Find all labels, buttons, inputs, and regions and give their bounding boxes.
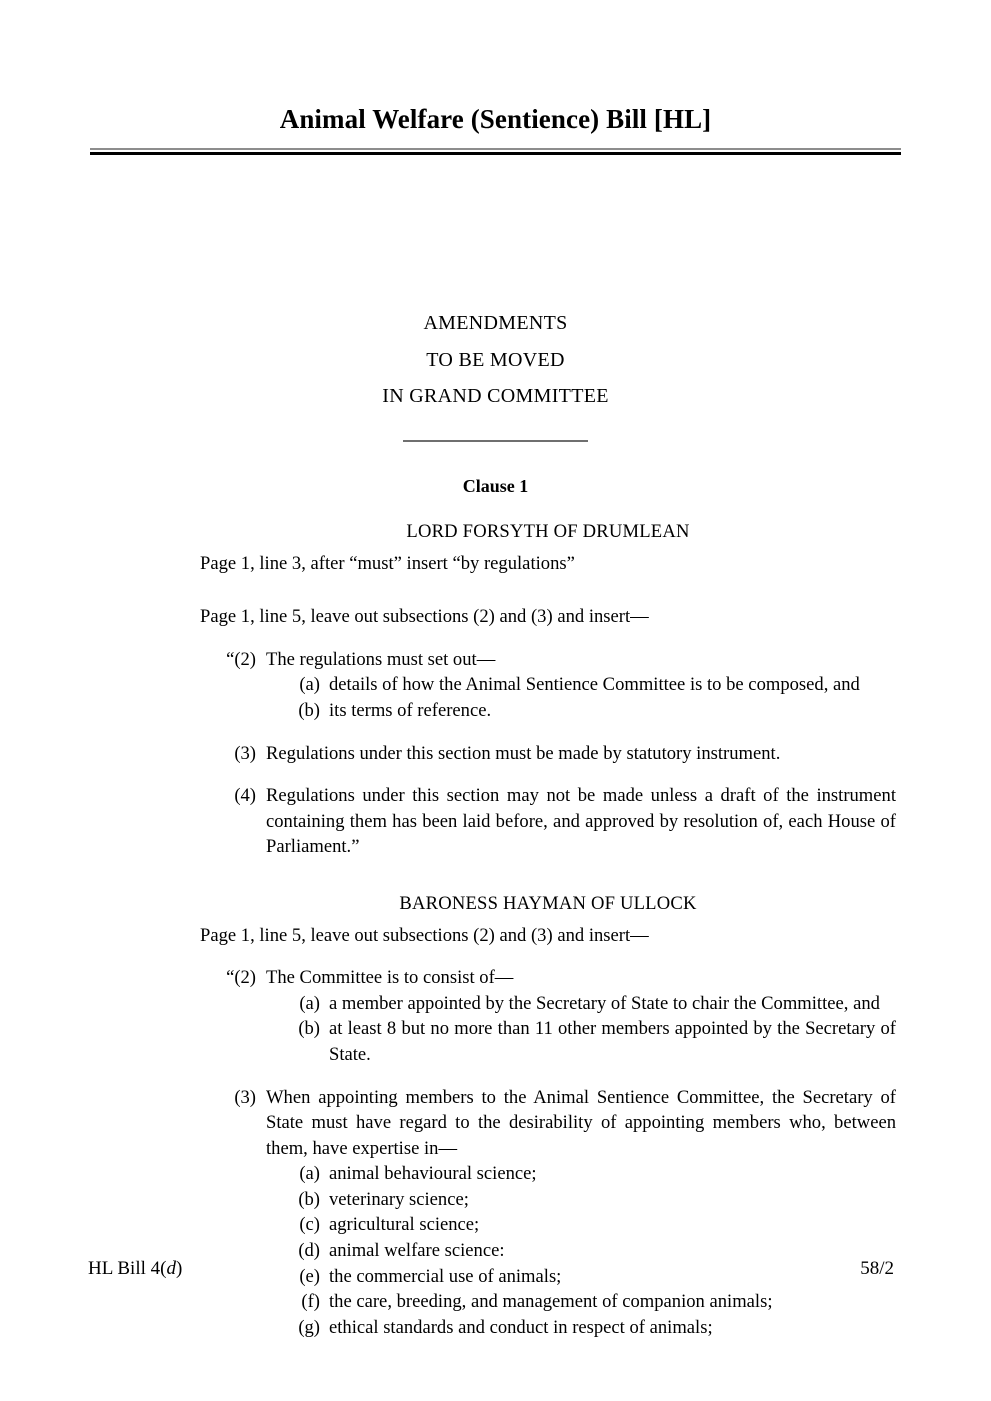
lettered-item <box>200 1212 896 1238</box>
page-footer <box>88 1258 894 1280</box>
lettered-item-marker: (f) <box>301 1291 320 1313</box>
lettered-item-text: animal behavioural science; <box>329 1163 537 1185</box>
lettered-item-text: a member appointed by the Secretary of State to chair the Committee, and <box>329 992 880 1014</box>
lettered-item-marker: (e) <box>299 1265 320 1287</box>
spacer <box>200 576 896 604</box>
lettered-item-text: its terms of reference. <box>329 699 492 721</box>
bill-reference <box>88 1258 182 1280</box>
lettered-item-marker: (a) <box>299 1163 320 1185</box>
lettered-item <box>200 991 896 1017</box>
clause-heading: Clause 1 <box>462 476 529 496</box>
subsection-marker: “(2) <box>226 648 256 670</box>
spacer <box>200 630 896 647</box>
lettered-item-marker: (d) <box>298 1240 320 1262</box>
lettered-item-text: details of how the Animal Sentience Committee is to be composed, and <box>329 674 860 696</box>
bill-reference-prefix: HL Bill 4( <box>88 1258 167 1279</box>
page-reference: 58/2 <box>860 1258 894 1279</box>
spacer <box>200 766 896 783</box>
subsection-text: Regulations under this section must be made by statutory instrument. <box>266 742 781 764</box>
title-divider <box>90 148 901 155</box>
lettered-item <box>200 1016 896 1067</box>
lettered-item-marker: (b) <box>298 699 320 721</box>
title-divider-thick-line <box>90 152 901 155</box>
subsection-item <box>200 783 896 860</box>
subsection-item <box>200 647 896 673</box>
amendment-lead-line: Page 1, line 3, after “must” insert “by regulations” <box>200 552 575 574</box>
subsection-text: Regulations under this section may not be made unless a draft of the instrument containing them has been laid before, and approved by resolution of, each House of Parliament.” <box>266 785 896 858</box>
subsection-text: The regulations must set out— <box>266 648 496 670</box>
spacer <box>200 948 896 965</box>
spacer <box>200 724 896 741</box>
lettered-item-marker: (b) <box>298 1188 320 1210</box>
lettered-item-marker: (a) <box>299 674 320 696</box>
sponsor-name: LORD FORSYTH OF DRUMLEAN <box>406 521 690 542</box>
subsection-text: The Committee is to consist of— <box>266 967 514 989</box>
subsection-item <box>200 741 896 767</box>
bill-reference-suffix: ) <box>175 1258 183 1279</box>
lettered-item-marker: (a) <box>299 992 320 1014</box>
amendments-heading-block <box>90 305 901 415</box>
page-title: Animal Welfare (Sentience) Bill [HL] <box>279 104 712 134</box>
subsection-marker: (3) <box>234 742 256 764</box>
lettered-item-text: at least 8 but no more than 11 other members appointed by the Secretary of State. <box>329 1018 896 1065</box>
lettered-item-text: the care, breeding, and management of companion animals; <box>329 1291 773 1313</box>
spacer <box>200 860 896 888</box>
bill-reference-letter: d <box>166 1258 176 1279</box>
heading-line-to-be-moved: TO BE MOVED <box>426 348 565 371</box>
heading-line-amendments: AMENDMENTS <box>423 312 568 334</box>
section-separator-rule <box>403 440 588 442</box>
subsection-text: When appointing members to the Animal Sentience Committee, the Secretary of State must have regard to the desirability of appointing members who, between them, have expertise in— <box>266 1086 896 1159</box>
lettered-item <box>200 698 896 724</box>
lettered-item-text: ethical standards and conduct in respect of animals; <box>329 1316 713 1338</box>
lettered-item <box>200 1187 896 1213</box>
lettered-item-text: veterinary science; <box>329 1188 469 1210</box>
amendment-lead-line: Page 1, line 5, leave out subsections (2) and (3) and insert— <box>200 924 649 946</box>
amendment-lead-line: Page 1, line 5, leave out subsections (2) and (3) and insert— <box>200 606 649 628</box>
subsection-marker: (4) <box>234 785 256 807</box>
subsection-item <box>200 1085 896 1162</box>
sponsor-name: BARONESS HAYMAN OF ULLOCK <box>399 892 697 914</box>
lettered-item-text: animal welfare science: <box>329 1240 505 1262</box>
subsection-marker: “(2) <box>226 967 256 989</box>
subsection-item <box>200 965 896 991</box>
lettered-item-text: agricultural science; <box>329 1214 480 1236</box>
lettered-item-marker: (b) <box>298 1018 320 1040</box>
lettered-item-text: the commercial use of animals; <box>329 1265 562 1287</box>
section-separator <box>90 429 901 447</box>
amendments-body <box>200 516 896 1340</box>
lettered-item <box>200 672 896 698</box>
subsection-marker: (3) <box>234 1086 256 1108</box>
lettered-item-marker: (c) <box>299 1214 320 1236</box>
lettered-item <box>200 1289 896 1315</box>
lettered-item <box>200 1315 896 1341</box>
heading-line-in-grand-committee: IN GRAND COMMITTEE <box>382 385 609 407</box>
lettered-item <box>200 1161 896 1187</box>
lettered-item-marker: (g) <box>298 1316 320 1338</box>
title-divider-thin-line <box>90 148 901 150</box>
spacer <box>200 1068 896 1085</box>
